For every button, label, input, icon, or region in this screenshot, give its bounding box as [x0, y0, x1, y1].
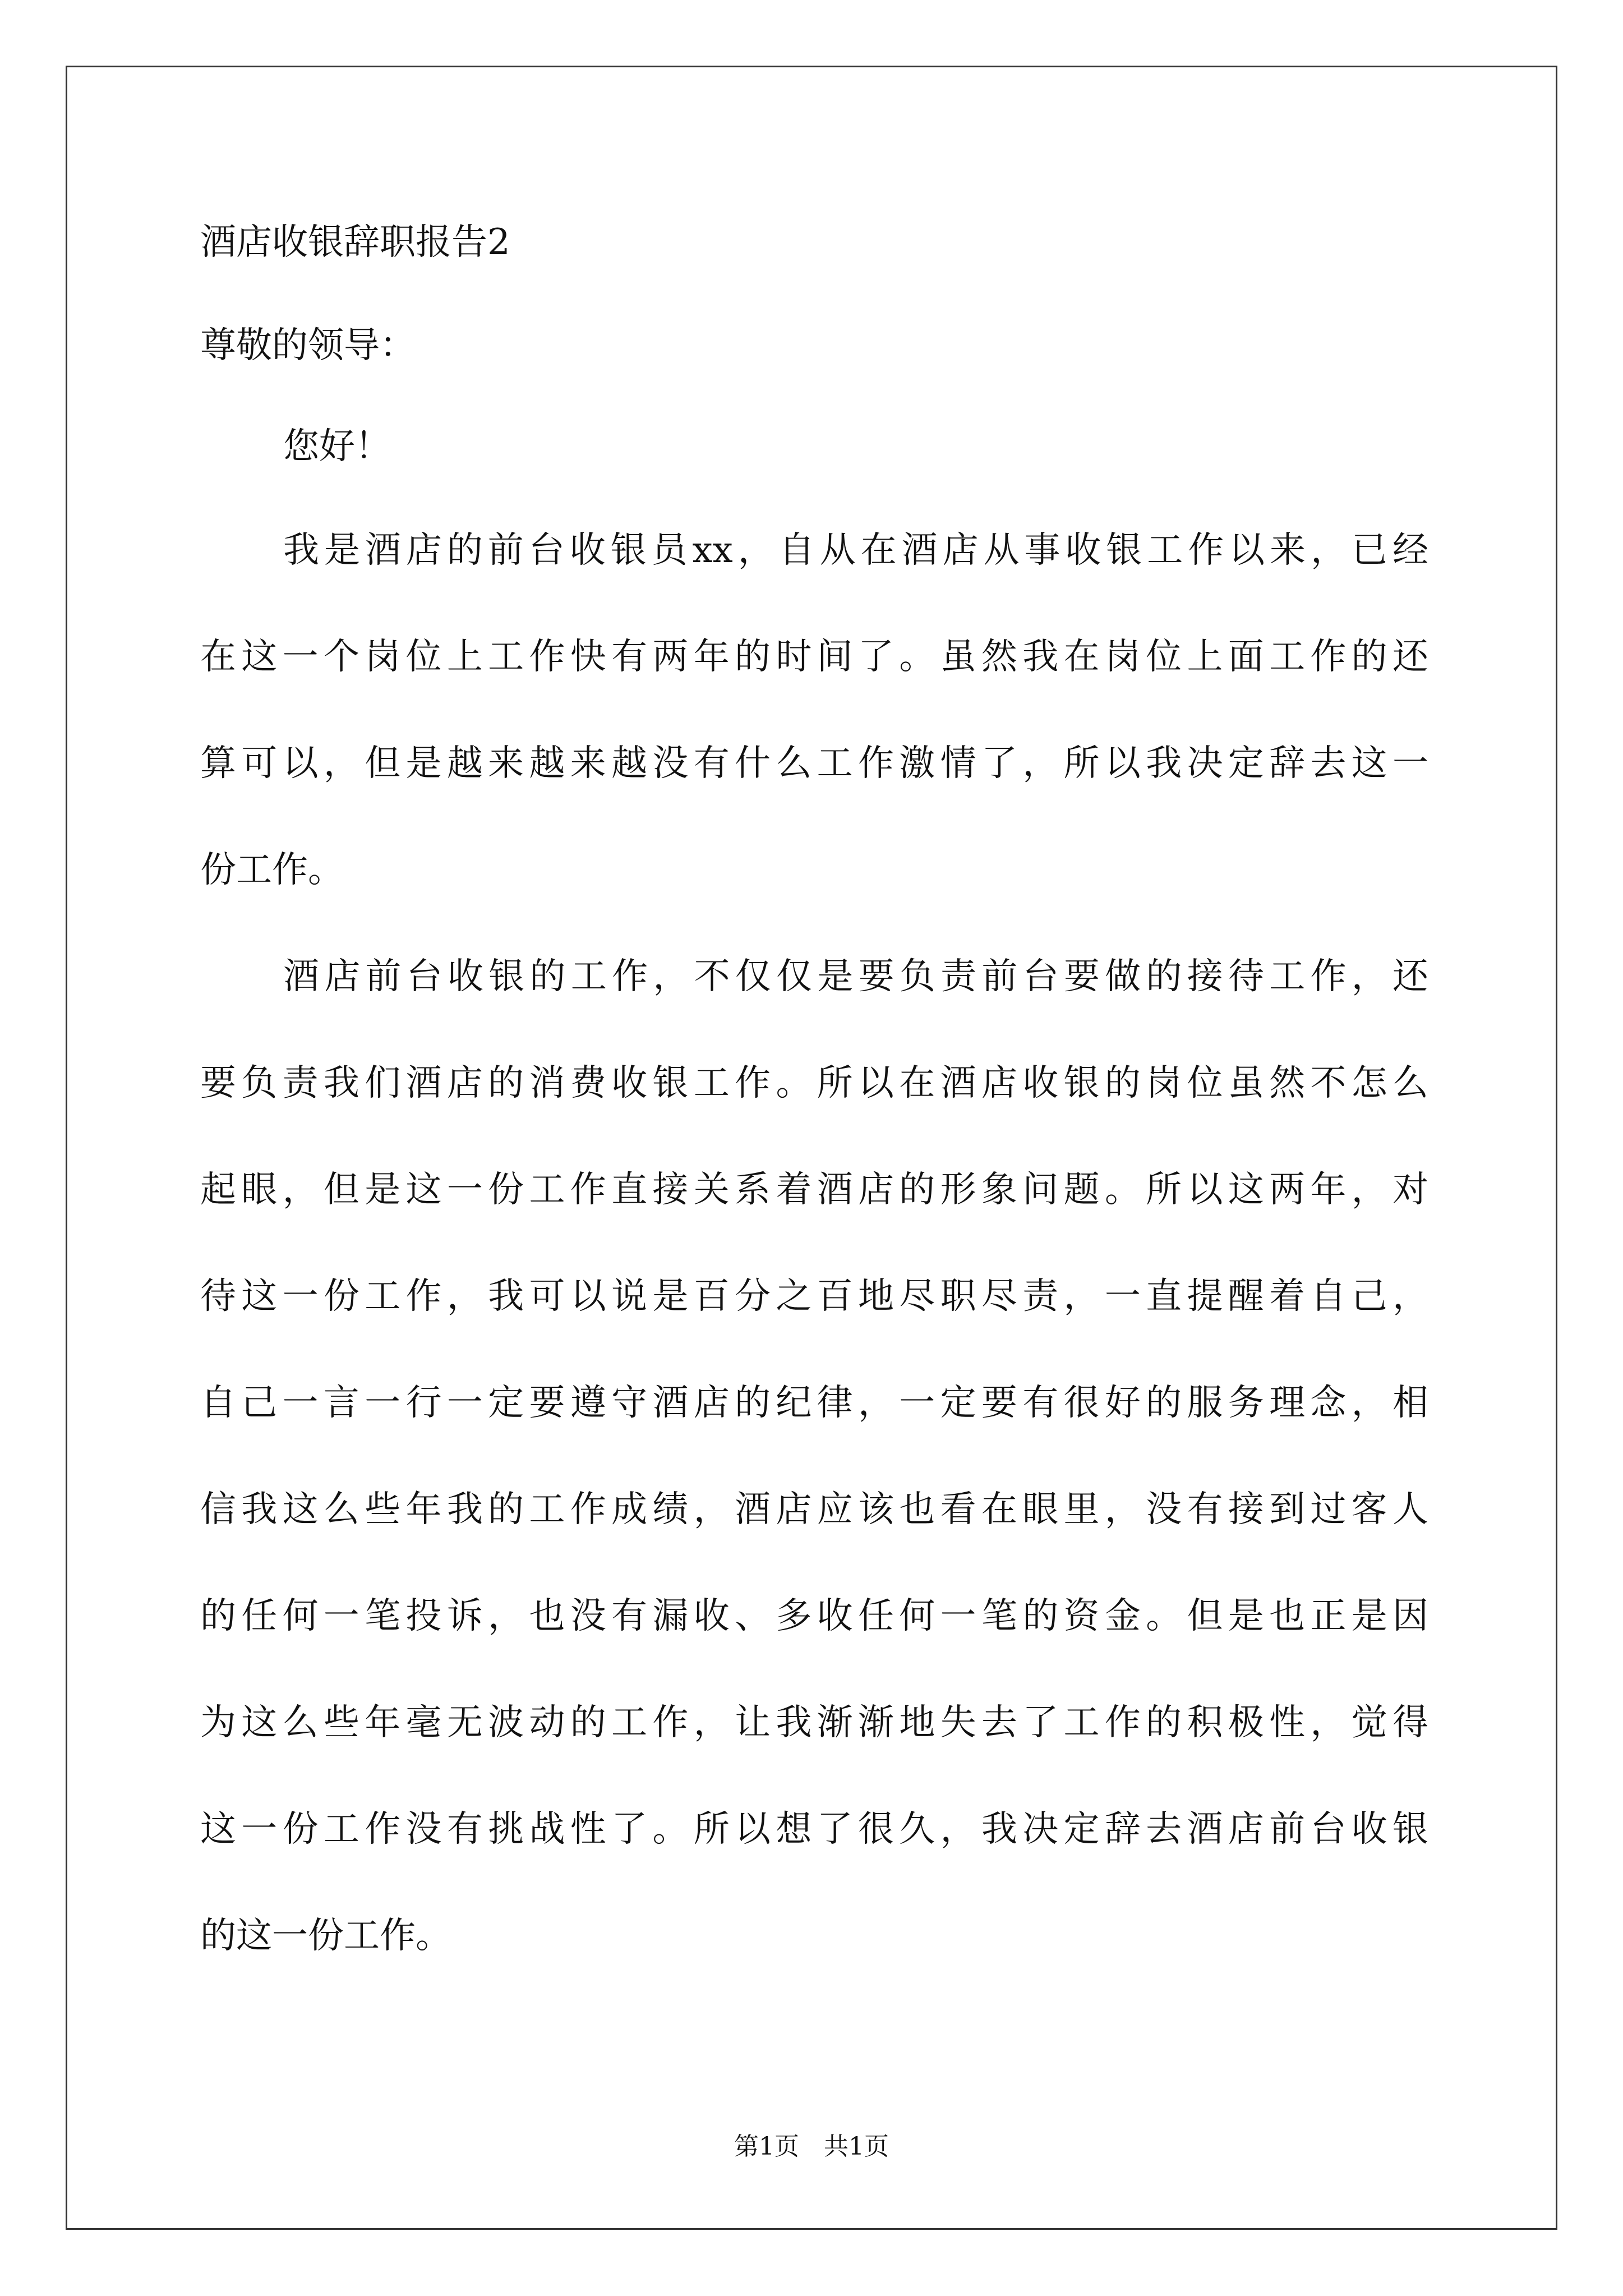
paragraph-line: 酒店前台收银的工作，不仅仅是要负责前台要做的接待工作，还 — [283, 956, 1428, 997]
paragraph-2 — [200, 956, 1428, 1957]
document-title: 酒店收银辞职报告2 — [200, 222, 510, 263]
paragraph-line: 份工作。 — [200, 849, 344, 891]
paragraph-line: 信我这么些年我的工作成绩，酒店应该也看在眼里，没有接到过客人 — [200, 1489, 1428, 1530]
paragraph-1 — [200, 530, 1428, 891]
paragraph-line: 算可以，但是越来越来越没有什么工作激情了，所以我决定辞去这一 — [200, 743, 1428, 784]
document-body — [200, 224, 1428, 2024]
page-footer: 第1页 共1页 — [734, 2132, 889, 2161]
paragraph-line: 在这一个岗位上工作快有两年的时间了。虽然我在岗位上面工作的还 — [200, 636, 1428, 678]
paragraph-line: 的这一份工作。 — [200, 1915, 451, 1957]
paragraph-line: 自己一言一行一定要遵守酒店的纪律，一定要有很好的服务理念，相 — [200, 1382, 1428, 1424]
paragraph-line: 我是酒店的前台收银员xx，自从在酒店从事收银工作以来，已经 — [283, 530, 1428, 571]
paragraph-line: 待这一份工作，我可以说是百分之百地尽职尽责，一直提醒着自己， — [200, 1276, 1428, 1317]
paragraph-line: 为这么些年毫无波动的工作，让我渐渐地失去了工作的积极性，觉得 — [200, 1702, 1428, 1743]
paragraph-line: 起眼，但是这一份工作直接关系着酒店的形象问题。所以这两年，对 — [200, 1169, 1428, 1211]
salutation: 尊敬的领导： — [200, 325, 416, 366]
greeting: 您好！ — [283, 426, 391, 467]
paragraph-line: 这一份工作没有挑战性了。所以想了很久，我决定辞去酒店前台收银 — [200, 1809, 1428, 1850]
paragraph-line: 的任何一笔投诉，也没有漏收、多收任何一笔的资金。但是也正是因 — [200, 1595, 1428, 1637]
paragraph-line: 要负责我们酒店的消费收银工作。所以在酒店收银的岗位虽然不怎么 — [200, 1062, 1428, 1104]
